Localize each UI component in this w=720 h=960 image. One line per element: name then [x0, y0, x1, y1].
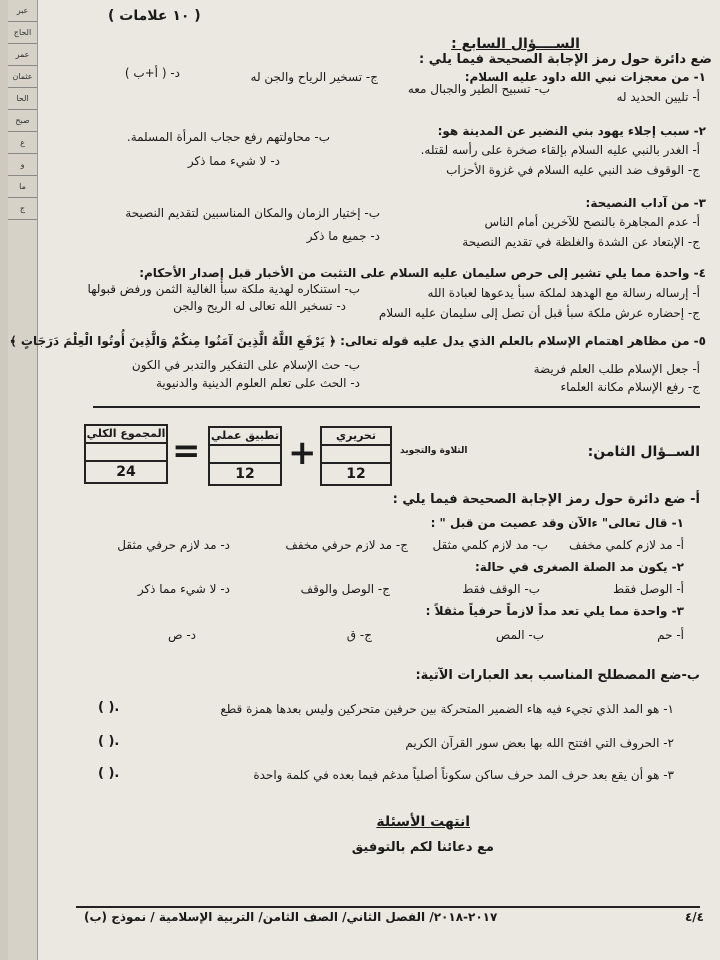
plus-sign: + [288, 433, 317, 473]
side-label: الحاج [8, 22, 37, 44]
fill-3-text: ٣- هو أن يقع بعد حرف المد حرف ساكن سكوناً أصلياً مدغم فيما بعده في كلمة واحدة [253, 768, 674, 782]
written-label: تحريري [322, 428, 390, 446]
practical-score-box [208, 426, 282, 486]
q7-2-b: ب- محاولتهم رفع حجاب المرأة المسلمة. [126, 130, 330, 144]
q8-2-a: أ- الوصل فقط [613, 582, 684, 596]
side-strip [8, 0, 38, 960]
footer-text: ٢٠١٧-٢٠١٨/ الفصل الثاني/ الصف الثامن/ التربية الإسلامية / نموذج (ب) [84, 910, 498, 924]
side-label: عبر [8, 0, 37, 22]
q8-2-b: ب- الوقف فقط [462, 582, 540, 596]
marks-label: ( ١٠ علامات ) [108, 8, 201, 24]
q8-2-c: ج- الوصل والوقف [300, 582, 390, 596]
q7-1-d: د- ( أ+ب ) [124, 66, 180, 80]
practical-label: تطبيق عملي [210, 428, 280, 446]
q7-2-c: ج- الوقوف ضد النبي عليه السلام في غزوة الأحزاب [446, 163, 700, 177]
q7-3-c: ج- الإبتعاد عن الشدة والغلظة في تقديم النصيحة [462, 235, 700, 249]
q8-2-d: د- لا شيء مما ذكر [137, 582, 230, 596]
fill-2-blank[interactable]: ( ). [98, 734, 120, 749]
good-luck-wish: مع دعائنا لكم بالتوفيق [351, 840, 494, 855]
q7-1-a: أ- تليين الحديد له [616, 90, 700, 104]
q7-3-d: د- جميع ما ذكر [306, 229, 380, 243]
fill-3-blank[interactable]: ( ). [98, 766, 120, 781]
side-label: صبح [8, 110, 37, 132]
written-value: 12 [346, 466, 366, 482]
side-label: الحا [8, 88, 37, 110]
q8-3-c: ج- ق [346, 628, 372, 642]
q7-5-stem: ٥- من مظاهر اهتمام الإسلام بالعلم الذي يدل عليه قوله تعالى: ﴿ يَرْفَعِ اللَّهُ الَّذِينَ آمَنُوا مِنكُمْ وَالَّذِينَ أُوتُوا الْعِلْمَ دَرَجَاتٍ ﴾ [9, 334, 706, 348]
q7-title: الســــؤال السابع : [451, 36, 580, 52]
q8-1-c: ج- مد لازم حرفي مخفف [285, 538, 408, 552]
q7-1-b: ب- تسبيح الطير والجبال معه [407, 82, 550, 96]
q8-3-stem: ٣- واحدة مما يلي تعد مداً لازماً حرفياً مثقلاً : [425, 604, 684, 618]
total-score-box [84, 424, 168, 484]
total-value: 24 [116, 464, 136, 480]
practical-value: 12 [235, 466, 255, 482]
q8-3-a: أ- حم [657, 628, 684, 642]
side-label: ما [8, 176, 37, 198]
q8-1-a: أ- مد لازم كلمي مخفف [568, 538, 684, 552]
side-label: ع [8, 132, 37, 154]
q7-2-a: أ- الغدر بالنبي عليه السلام بإلقاء صخرة على رأسه لقتله. [420, 143, 700, 157]
q7-1-c: ج- تسخير الرياح والجن له [250, 70, 378, 84]
q8-title: الســؤال الثامن: [587, 444, 700, 460]
q7-1-stem: ١- من معجزات نبي الله داود عليه السلام: [464, 70, 706, 84]
q8-1-stem: ١- قال تعالى" ءالآن وقد عصيت من قبل " : [430, 516, 684, 530]
q7-3-stem: ٣- من آداب النصيحة: [585, 196, 706, 210]
q7-4-stem: ٤- واحدة مما يلي تشير إلى حرص سليمان عليه السلام على التثبت من الأخبار قبل إصدار الأحكام: [139, 266, 706, 280]
recitation-label: التلاوة والتجويد [400, 446, 468, 456]
q7-instruction: ضع دائرة حول رمز الإجابة الصحيحة فيما يلي : [418, 52, 712, 67]
q8-2-stem: ٢- يكون مد الصلة الصغرى في حالة: [474, 560, 684, 574]
fill-1-blank[interactable]: ( ). [98, 700, 120, 715]
q7-3-b: ب- إختيار الزمان والمكان المناسبين لتقديم النصيحة [125, 206, 380, 220]
end-of-questions: انتهت الأسئلة [376, 814, 470, 830]
side-label: و [8, 154, 37, 176]
q7-4-d: د- تسخير الله تعالى له الريح والجن [173, 299, 346, 313]
q8-1-b: ب- مد لازم كلمي مثقل [432, 538, 548, 552]
equals-sign: = [172, 431, 201, 471]
q8-3-b: ب- المص [495, 628, 544, 642]
page-number: ٤/٤ [684, 910, 704, 924]
q7-5-a: أ- جعل الإسلام طلب العلم فريضة [533, 362, 700, 376]
q8-1-d: د- مد لازم حرفي مثقل [117, 538, 230, 552]
fill-2-text: ٢- الحروف التي افتتح الله بها بعض سور القرآن الكريم [405, 736, 674, 750]
q7-4-c: ج- إحضاره عرش ملكة سبأ قبل أن تصل إلى سليمان عليه السلام [378, 306, 700, 320]
fill-1-text: ١- هو المد الذي تجيء فيه هاء الضمير المتحركة بين حرفين متحركين وليس بعدها همزة قطع [220, 702, 674, 716]
side-label: عثمان [8, 66, 37, 88]
written-score-box [320, 426, 392, 486]
q7-5-d: د- الحث على تعلم العلوم الدينية والدنيوية [155, 376, 360, 390]
exam-page [8, 0, 720, 960]
total-label: المجموع الكلي [86, 426, 166, 444]
q7-5-c: ج- رفع الإسلام مكانة العلماء [560, 380, 700, 394]
q8-3-d: د- ص [168, 628, 196, 642]
q8-part-b: ب-ضع المصطلح المناسب بعد العبارات الآتية: [415, 668, 700, 683]
q7-4-a: أ- إرساله رسالة مع الهدهد لملكة سبأ يدعوها لعبادة الله [427, 286, 700, 300]
q7-2-d: د- لا شيء مما ذكر [187, 154, 280, 168]
side-label: ج [8, 198, 37, 220]
q7-4-b: ب- استنكاره لهدية ملكة سبأ الغالية الثمن ورفض قبولها [87, 282, 360, 296]
q7-2-stem: ٢- سبب إجلاء يهود بني النضير عن المدينة هو: [437, 124, 706, 138]
q7-3-a: أ- عدم المجاهرة بالنصح للآخرين أمام الناس [484, 215, 700, 229]
q7-5-b: ب- حث الإسلام على التفكير والتدبر في الكون [131, 358, 360, 372]
side-label: عمر [8, 44, 37, 66]
section-divider [93, 406, 700, 408]
footer-divider [76, 906, 700, 908]
q8-part-a: أ- ضع دائرة حول رمز الإجابة الصحيحة فيما يلي : [392, 492, 700, 507]
